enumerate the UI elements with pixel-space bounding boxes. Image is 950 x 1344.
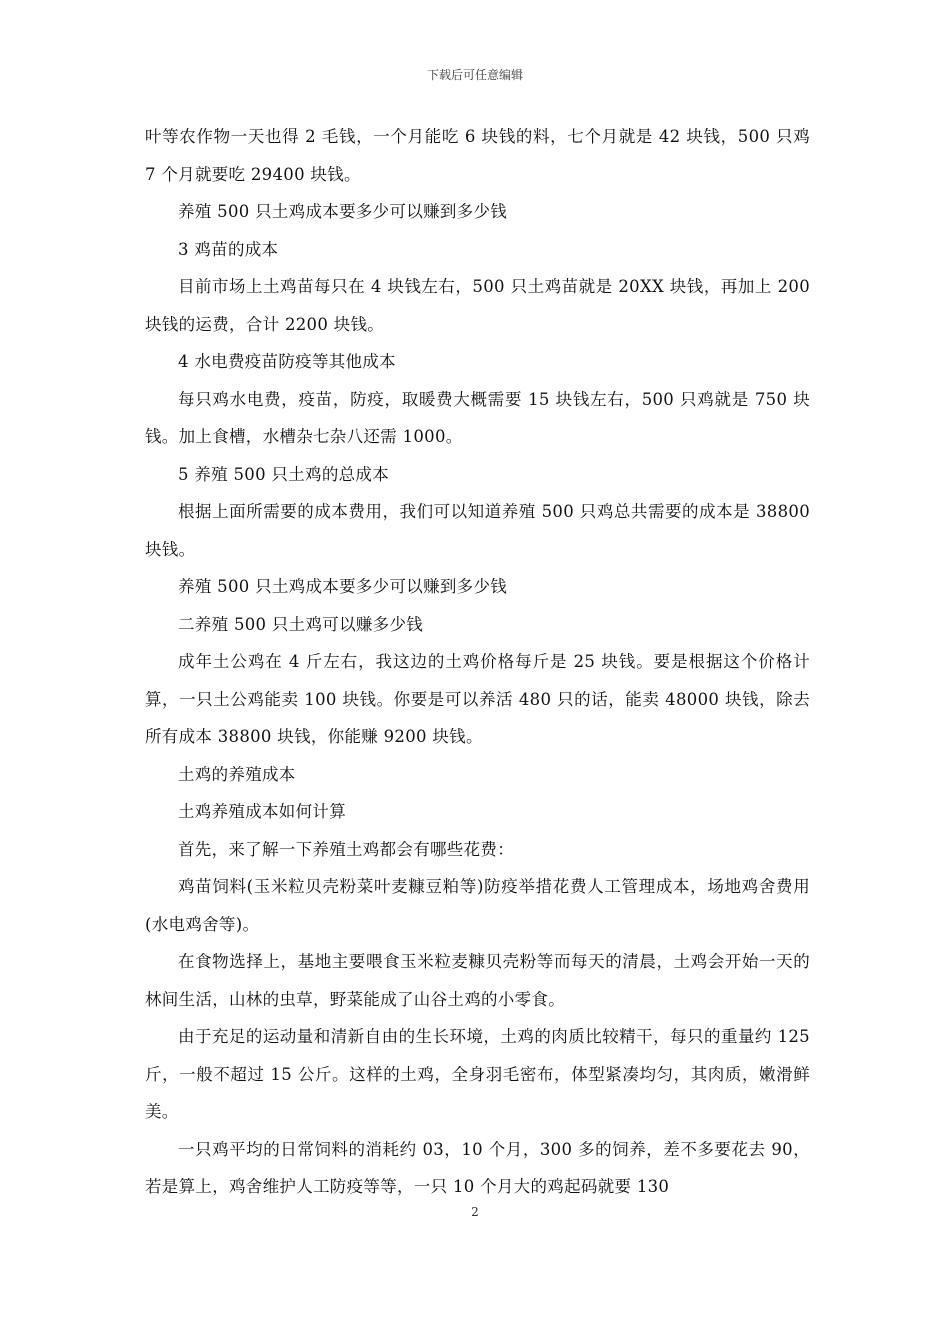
paragraph: 养殖 500 只土鸡成本要多少可以赚到多少钱 <box>178 202 508 221</box>
paragraph: 一只鸡平均的日常饲料的消耗约 03，10 个月，300 多的饲养，差不多要花去 90，若是算上，鸡舍维护人工防疫等等，一只 10 个月大的鸡起码就要 130 <box>145 1139 810 1196</box>
paragraph: 目前市场上土鸡苗每只在 4 块钱左右，500 只土鸡苗就是 20XX 块钱，再加上 200 块钱的运费，合计 2200 块钱。 <box>145 277 810 334</box>
paragraph: 由于充足的运动量和清新自由的生长环境，土鸡的肉质比较精干，每只的重量约 125 斤，一般不超过 15 公斤。这样的土鸡，全身羽毛密布，体型紧凑均匀，其肉质，嫩滑鲜美。 <box>145 1027 810 1121</box>
paragraph: 成年土公鸡在 4 斤左右，我这边的土鸡价格每斤是 25 块钱。要是根据这个价格计算，一只土公鸡能卖 100 块钱。你要是可以养活 480 只的话，能卖 48000 块钱，除去所有成本 38800 块钱，你能赚 9200 块钱。 <box>145 652 810 746</box>
paragraph: 每只鸡水电费，疫苗，防疫，取暖费大概需要 15 块钱左右，500 只鸡就是 750 块钱。加上食槽，水槽杂七杂八还需 1000。 <box>145 389 810 446</box>
paragraph: 养殖 500 只土鸡成本要多少可以赚到多少钱 <box>178 577 508 596</box>
paragraph: 二养殖 500 只土鸡可以赚多少钱 <box>178 614 424 634</box>
paragraph: 4 水电费疫苗防疫等其他成本 <box>178 352 396 371</box>
document-body <box>145 118 810 1206</box>
paragraph: 首先，来了解一下养殖土鸡都会有哪些花费： <box>178 839 514 859</box>
paragraph: 鸡苗饲料(玉米粒贝壳粉菜叶麦糠豆粕等)防疫举措花费人工管理成本，场地鸡舍费用(水电鸡舍等)。 <box>145 877 810 934</box>
paragraph: 在食物选择上，基地主要喂食玉米粒麦糠贝壳粉等而每天的清晨，土鸡会开始一天的林间生活，山林的虫草，野菜能成了山谷土鸡的小零食。 <box>145 952 810 1009</box>
page-number: 2 <box>471 1205 479 1219</box>
paragraph: 5 养殖 500 只土鸡的总成本 <box>178 464 390 484</box>
page-header: 下载后可任意编辑 <box>426 68 523 82</box>
paragraph: 3 鸡苗的成本 <box>178 239 279 259</box>
paragraph: 根据上面所需要的成本费用，我们可以知道养殖 500 只鸡总共需要的成本是 38800 块钱。 <box>145 502 810 559</box>
paragraph: 叶等农作物一天也得 2 毛钱，一个月能吃 6 块钱的料，七个月就是 42 块钱，500 只鸡 7 个月就要吃 29400 块钱。 <box>145 127 810 184</box>
paragraph: 土鸡养殖成本如何计算 <box>178 802 346 821</box>
paragraph: 土鸡的养殖成本 <box>178 764 296 784</box>
